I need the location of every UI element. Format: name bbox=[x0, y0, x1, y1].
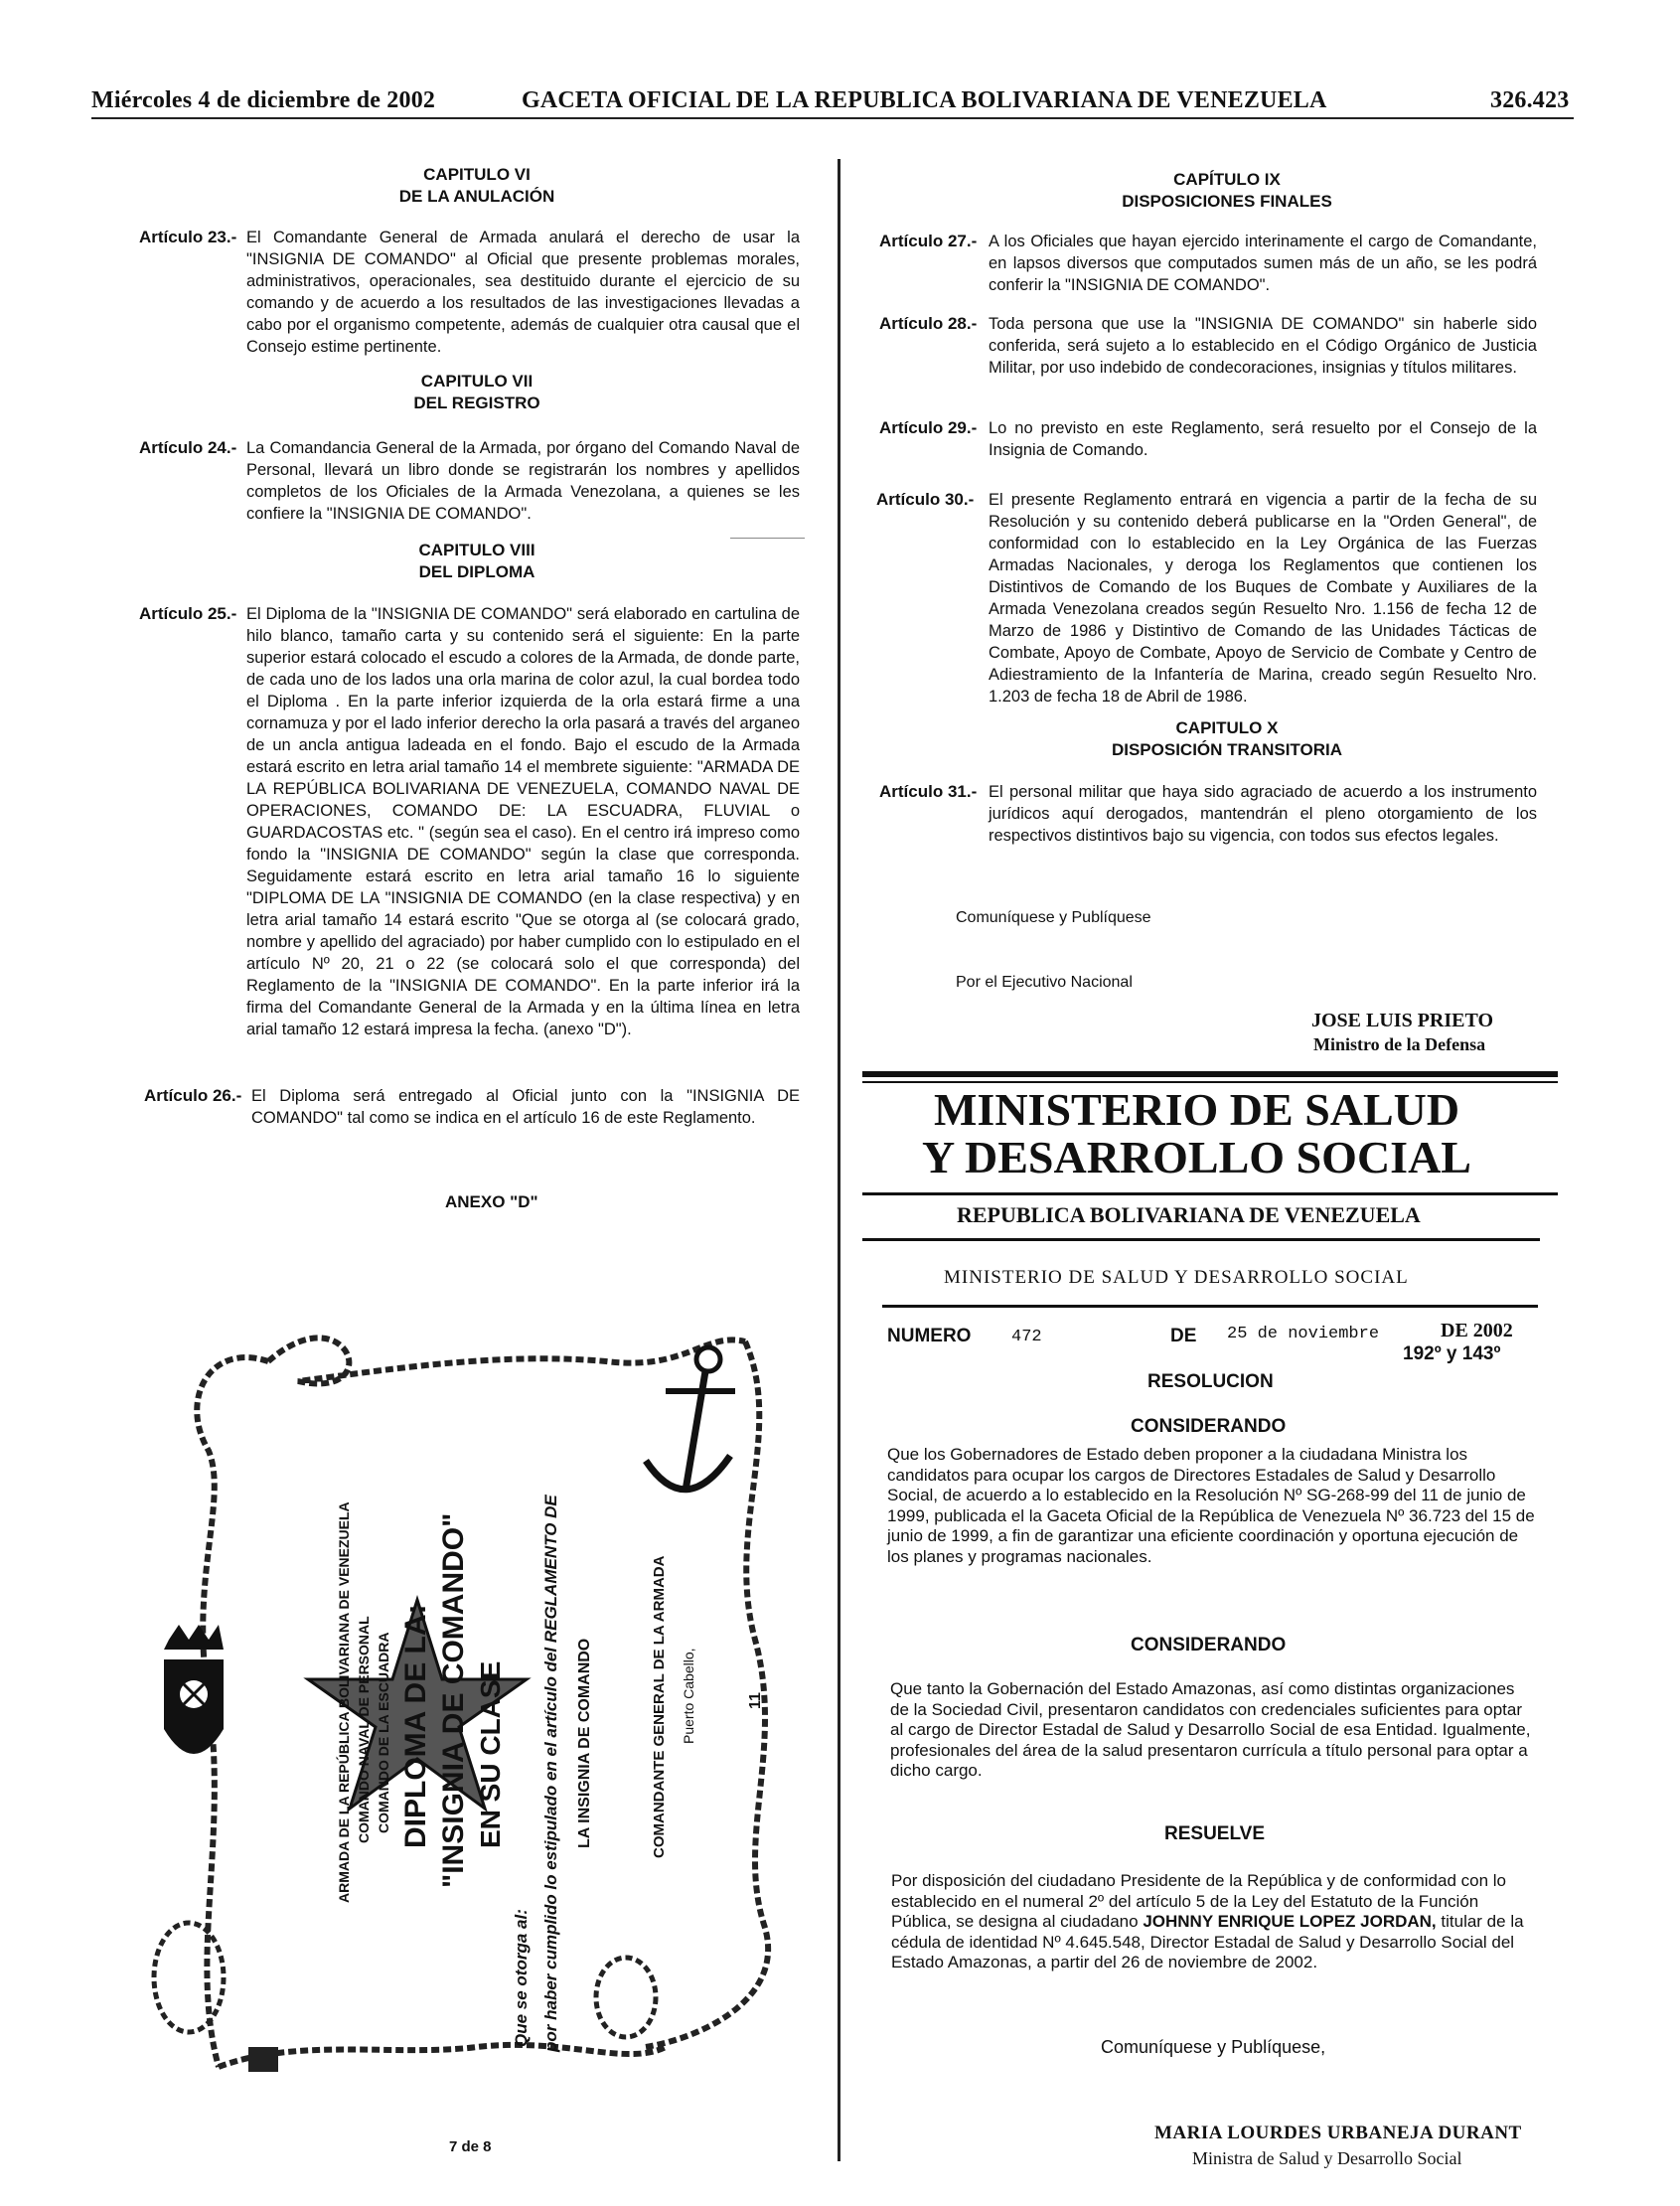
article-28 bbox=[879, 313, 1537, 379]
chapter-subtitle: DISPOSICIONES FINALES bbox=[1122, 192, 1332, 211]
ministry-title-line1: MINISTERIO DE SALUD bbox=[934, 1084, 1460, 1135]
numero-value: 472 bbox=[1011, 1328, 1042, 1346]
chapter-title: CAPÍTULO IX bbox=[1173, 170, 1281, 189]
rope-bottom bbox=[219, 2045, 666, 2067]
article-text: El Comandante General de Armada anulará el derecho de usar la "INSIGNIA DE COMANDO" al Oficial que presente problemas morales, administrativos, operacionales, sea destituido durante el ejercicio de su comando y de acuerdo a los resultados de las investigaciones llevadas a cabo por el organismo competente, además de cualquier otra causal que el Consejo estime pertinente. bbox=[246, 229, 800, 356]
chapter-title: CAPITULO VIII bbox=[418, 541, 535, 559]
diploma-line-10: COMANDANTE GENERAL DE LA ARMADA bbox=[651, 1555, 668, 1858]
resolution-year: DE 2002 bbox=[1441, 1320, 1513, 1341]
article-text: Toda persona que use la "INSIGNIA DE COMANDO" sin haberle sido conferida, será sujeto a lo establecido en el Código Orgánico de Justicia Militar, por uso indebido de condecoraciones, insignias y títulos militares. bbox=[989, 315, 1537, 377]
chapter-title: CAPITULO X bbox=[1175, 718, 1279, 737]
article-label: Artículo 25.- bbox=[139, 604, 237, 623]
article-label: Artículo 24.- bbox=[139, 438, 237, 457]
article-label: Artículo 30.- bbox=[876, 490, 975, 509]
banner-rule-top bbox=[862, 1071, 1558, 1077]
signatory-2-name: MARIA LOURDES URBANEJA DURANT bbox=[1154, 2123, 1522, 2143]
considerando-1-text: Que los Gobernadores de Estado deben proponer a la ciudadana Ministra los candidatos para ocupar los cargos de Directores Estadales de Salud y Desarrollo Social, de acuerdo a lo establecido en la Resolución Nº SG-268-99 del 11 de junio de 1999, publicada el la Gaceta Oficial de la República de Venezuela Nº 36.723 del 15 de junio de 1999, a fin de garantizar una eficiente coordinación y oportuna ejecución de los planes y programas nacionales. bbox=[887, 1445, 1535, 1566]
ministry-small-title: MINISTERIO DE SALUD Y DESARROLLO SOCIAL bbox=[944, 1267, 1409, 1288]
republica-rule bbox=[862, 1238, 1540, 1241]
republica-title: REPUBLICA BOLIVARIANA DE VENEZUELA bbox=[957, 1202, 1421, 1227]
resolution-date: 25 de noviembre bbox=[1227, 1325, 1380, 1343]
rope-top bbox=[268, 1338, 745, 1383]
considerando-2-heading: CONSIDERANDO bbox=[1131, 1635, 1287, 1655]
diploma-line-1: ARMADA DE LA REPÚBLICA BOLIVARIANA DE VENEZUELA bbox=[336, 1501, 352, 1903]
article-27 bbox=[879, 231, 1537, 296]
article-23 bbox=[139, 227, 800, 358]
article-31 bbox=[879, 781, 1537, 847]
article-text: Lo no previsto en este Reglamento, será resuelto por el Consejo de la Insignia de Comando. bbox=[989, 419, 1537, 459]
diploma-line-12: 11 bbox=[747, 1692, 764, 1709]
resuelve-text-a: Por disposición del ciudadano Presidente de la República y de conformidad con lo establecido en el numeral 2º del artículo 5 de la Ley del Estatuto de la Función Pública, se designa al ciudadano bbox=[891, 1871, 1506, 1931]
article-label: Artículo 26.- bbox=[144, 1086, 242, 1105]
anchor-icon bbox=[646, 1347, 735, 1491]
chapter-6-heading bbox=[139, 164, 815, 208]
resolution-years: 192º y 143º bbox=[1403, 1343, 1501, 1364]
banner-rule-top-thin bbox=[862, 1081, 1558, 1083]
header-rule bbox=[91, 117, 1574, 119]
chapter-title: CAPITULO VI bbox=[423, 165, 531, 184]
diploma-line-3: COMANDO DE LA ESCUADRA bbox=[376, 1632, 391, 1833]
anexo-label: ANEXO "D" bbox=[445, 1192, 538, 1211]
numero-label: NUMERO bbox=[887, 1326, 972, 1346]
de-label: DE bbox=[1170, 1326, 1197, 1346]
article-26 bbox=[144, 1085, 800, 1129]
chapter-title: CAPITULO VII bbox=[420, 372, 534, 391]
article-text: El personal militar que haya sido agraciado de acuerdo a los instrumento jurídicos aquí derogados, mantendrán el pleno otorgamiento de los respectivos distintivos bajo su vigencia, con todos sus efectos legales. bbox=[989, 783, 1537, 845]
article-text: El Diploma será entregado al Oficial junto con la "INSIGNIA DE COMANDO" tal como se indica en el artículo 16 de este Reglamento. bbox=[251, 1087, 800, 1127]
chapter-subtitle: DISPOSICIÓN TRANSITORIA bbox=[1111, 740, 1343, 759]
signatory-2-role: Ministra de Salud y Desarrollo Social bbox=[1192, 2148, 1462, 2168]
header-title: GACETA OFICIAL DE LA REPUBLICA BOLIVARIANA DE VENEZUELA bbox=[522, 87, 1327, 113]
article-text: El Diploma de la "INSIGNIA DE COMANDO" será elaborado en cartulina de hilo blanco, tamaño carta y su contenido será el siguiente: En la parte superior estará colocado el escudo a colores de la Armada, de donde parte, de cada uno de los lados una orla marina de color azul, la cual bordea todo el Diploma . En la parte inferior izquierda de la orla estará firme a una cornamuza y por el lado inferior derecho la orla pasará a través del arganeo de un ancla antigua ladeada en el fondo. Bajo el escudo de la Armada estará escrito en letra arial tamaño 14 el membrete siguiente: "ARMADA DE LA REPÚBLICA BOLIVARIANA DE VENEZUELA, COMANDO NAVAL DE OPERACIONES, COMANDO DE: LA ESCUADRA, FLUVIAL o GUARDACOSTAS etc. " (según sea el caso). En el centro irá impreso como fondo la "INSIGNIA DE COMANDO" según la clase que corresponda. Seguidamente estará escrito en letra arial tamaño 16 lo siguiente "DIPLOMA DE LA "INSIGNIA DE COMANDO (en la clase respectiva) y en letra arial tamaño 14 estará escrito "Que se otorga al (se colocará grado, nombre y apellido del agraciado) por haber cumplido con lo estipulado en el artículo Nº 20, 21 o 22 (se colocará solo el que corresponda) del Reglamento de la "INSIGNIA DE COMANDO". En la parte inferior irá la firma del Comandante General de la Armada y en la última línea en letra arial tamaño 12 estará impresa la fecha. (anexo "D"). bbox=[246, 605, 800, 1038]
article-text: La Comandancia General de la Armada, por órgano del Comando Naval de Personal, llevará un libro donde se registrarán los nombres y apellidos completos de los Oficiales de la Armada Venezolana, a quienes se les confiere la "INSIGNIA DE COMANDO". bbox=[246, 439, 800, 523]
scan-mark-line bbox=[730, 538, 805, 539]
article-25 bbox=[139, 603, 800, 1040]
signatory-role: Ministro de la Defensa bbox=[1313, 1034, 1486, 1054]
article-label: Artículo 31.- bbox=[879, 782, 978, 801]
diploma-line-6: EN SU CLASE bbox=[475, 1660, 506, 1848]
chapter-10-heading bbox=[874, 717, 1580, 761]
resuelve-text-b: titular de la cédula de identidad Nº 4.645.548, Director Estadal de Salud y Desarrollo Social del Estado Amazonas, a partir del 26 de noviembre de 2002. bbox=[891, 1912, 1524, 1971]
comuniquese-text: Comuníquese y Publíquese bbox=[956, 909, 1151, 926]
article-30 bbox=[876, 489, 1537, 708]
article-label: Artículo 27.- bbox=[879, 232, 978, 250]
chapter-subtitle: DEL DIPLOMA bbox=[418, 562, 535, 581]
article-text: El presente Reglamento entrará en vigencia a partir de la fecha de su Resolución y su contenido deberá publicarse en la "Orden General", de conformidad con lo establecido en la Ley Orgánica de las Fuerzas Armadas Nacionales, y deroga los Reglamentos que contienen los Distintivos de Comando de los Buques de Combate y Auxiliares de la Armada Venezolana creados según Resuelto Nro. 1.156 de fecha 12 de Marzo de 1986 y Distintivo de Comando de las Unidades Tácticas de Combate, Apoyo de Combate, Apoyo de Servicio de Combate y Centro de Adiestramiento de la Infantería de Marina, creado según Resuelto Nro. 1.203 de fecha 18 de Abril de 1986. bbox=[989, 491, 1537, 706]
article-29 bbox=[879, 417, 1537, 461]
page-footer: 7 de 8 bbox=[449, 2138, 492, 2155]
diploma-line-7: Que se otorga al: bbox=[512, 1909, 531, 2047]
resolucion-heading: RESOLUCION bbox=[1147, 1371, 1274, 1392]
considerando-1-heading: CONSIDERANDO bbox=[1131, 1416, 1287, 1437]
resuelve-text bbox=[891, 1871, 1537, 1973]
article-label: Artículo 29.- bbox=[879, 418, 978, 437]
diploma-line-9: LA INSIGNIA DE COMANDO bbox=[576, 1638, 593, 1848]
diploma-illustration bbox=[149, 1282, 795, 2097]
column-divider bbox=[838, 159, 840, 2161]
chapter-subtitle: DE LA ANULACIÓN bbox=[398, 187, 555, 206]
chapter-subtitle: DEL REGISTRO bbox=[413, 394, 540, 412]
diploma-line-2: COMANDO NAVAL DE PERSONAL bbox=[356, 1616, 372, 1843]
chapter-7-heading bbox=[139, 371, 815, 414]
diploma-line-4: DIPLOMA DE LA: bbox=[399, 1604, 432, 1848]
article-label: Artículo 28.- bbox=[879, 314, 978, 333]
cleat-icon bbox=[248, 2047, 278, 2072]
coat-of-arms-icon bbox=[164, 1625, 224, 1754]
header-date: Miércoles 4 de diciembre de 2002 bbox=[91, 87, 436, 113]
chapter-9-heading bbox=[874, 169, 1580, 213]
considerando-2-text: Que tanto la Gobernación del Estado Amazonas, así como distintas organizaciones de la Sociedad Civil, presentaron candidatos con credenciales suficientes para optar al cargo de Director Estadal de Salud y Desarrollo Social de esa Entidad. Igualmente, profesionales del área de la salud presentaron currícula a título personal para optar a dicho cargo. bbox=[890, 1679, 1531, 1780]
banner-rule-bottom bbox=[862, 1192, 1558, 1195]
header-page-number: 326.423 bbox=[1490, 87, 1570, 113]
chapter-8-heading bbox=[139, 540, 815, 583]
diploma-line-8: por haber cumplido lo estipulado en el artículo del REGLAMENTO DE bbox=[541, 1495, 560, 2052]
diploma-line-5: "INSIGNIA DE COMANDO" bbox=[437, 1512, 470, 1888]
article-24 bbox=[139, 437, 800, 525]
article-text: A los Oficiales que hayan ejercido interinamente el cargo de Comandante, en lapsos diversos que computados sumen más de un año, se les podrá conferir la "INSIGNIA DE COMANDO". bbox=[989, 233, 1537, 294]
designee-name: JOHNNY ENRIQUE LOPEZ JORDAN, bbox=[1143, 1912, 1437, 1931]
diploma-line-11: Puerto Cabello, bbox=[681, 1648, 696, 1744]
article-label: Artículo 23.- bbox=[139, 228, 237, 246]
signatory-name: JOSE LUIS PRIETO bbox=[1311, 1010, 1494, 1031]
ejecutivo-text: Por el Ejecutivo Nacional bbox=[956, 974, 1133, 991]
ministry-small-rule bbox=[882, 1305, 1538, 1308]
comuniquese-2-text: Comuníquese y Publíquese, bbox=[1101, 2037, 1326, 2057]
resuelve-heading: RESUELVE bbox=[1164, 1823, 1266, 1844]
ministry-title-line2: Y DESARROLLO SOCIAL bbox=[922, 1132, 1471, 1182]
